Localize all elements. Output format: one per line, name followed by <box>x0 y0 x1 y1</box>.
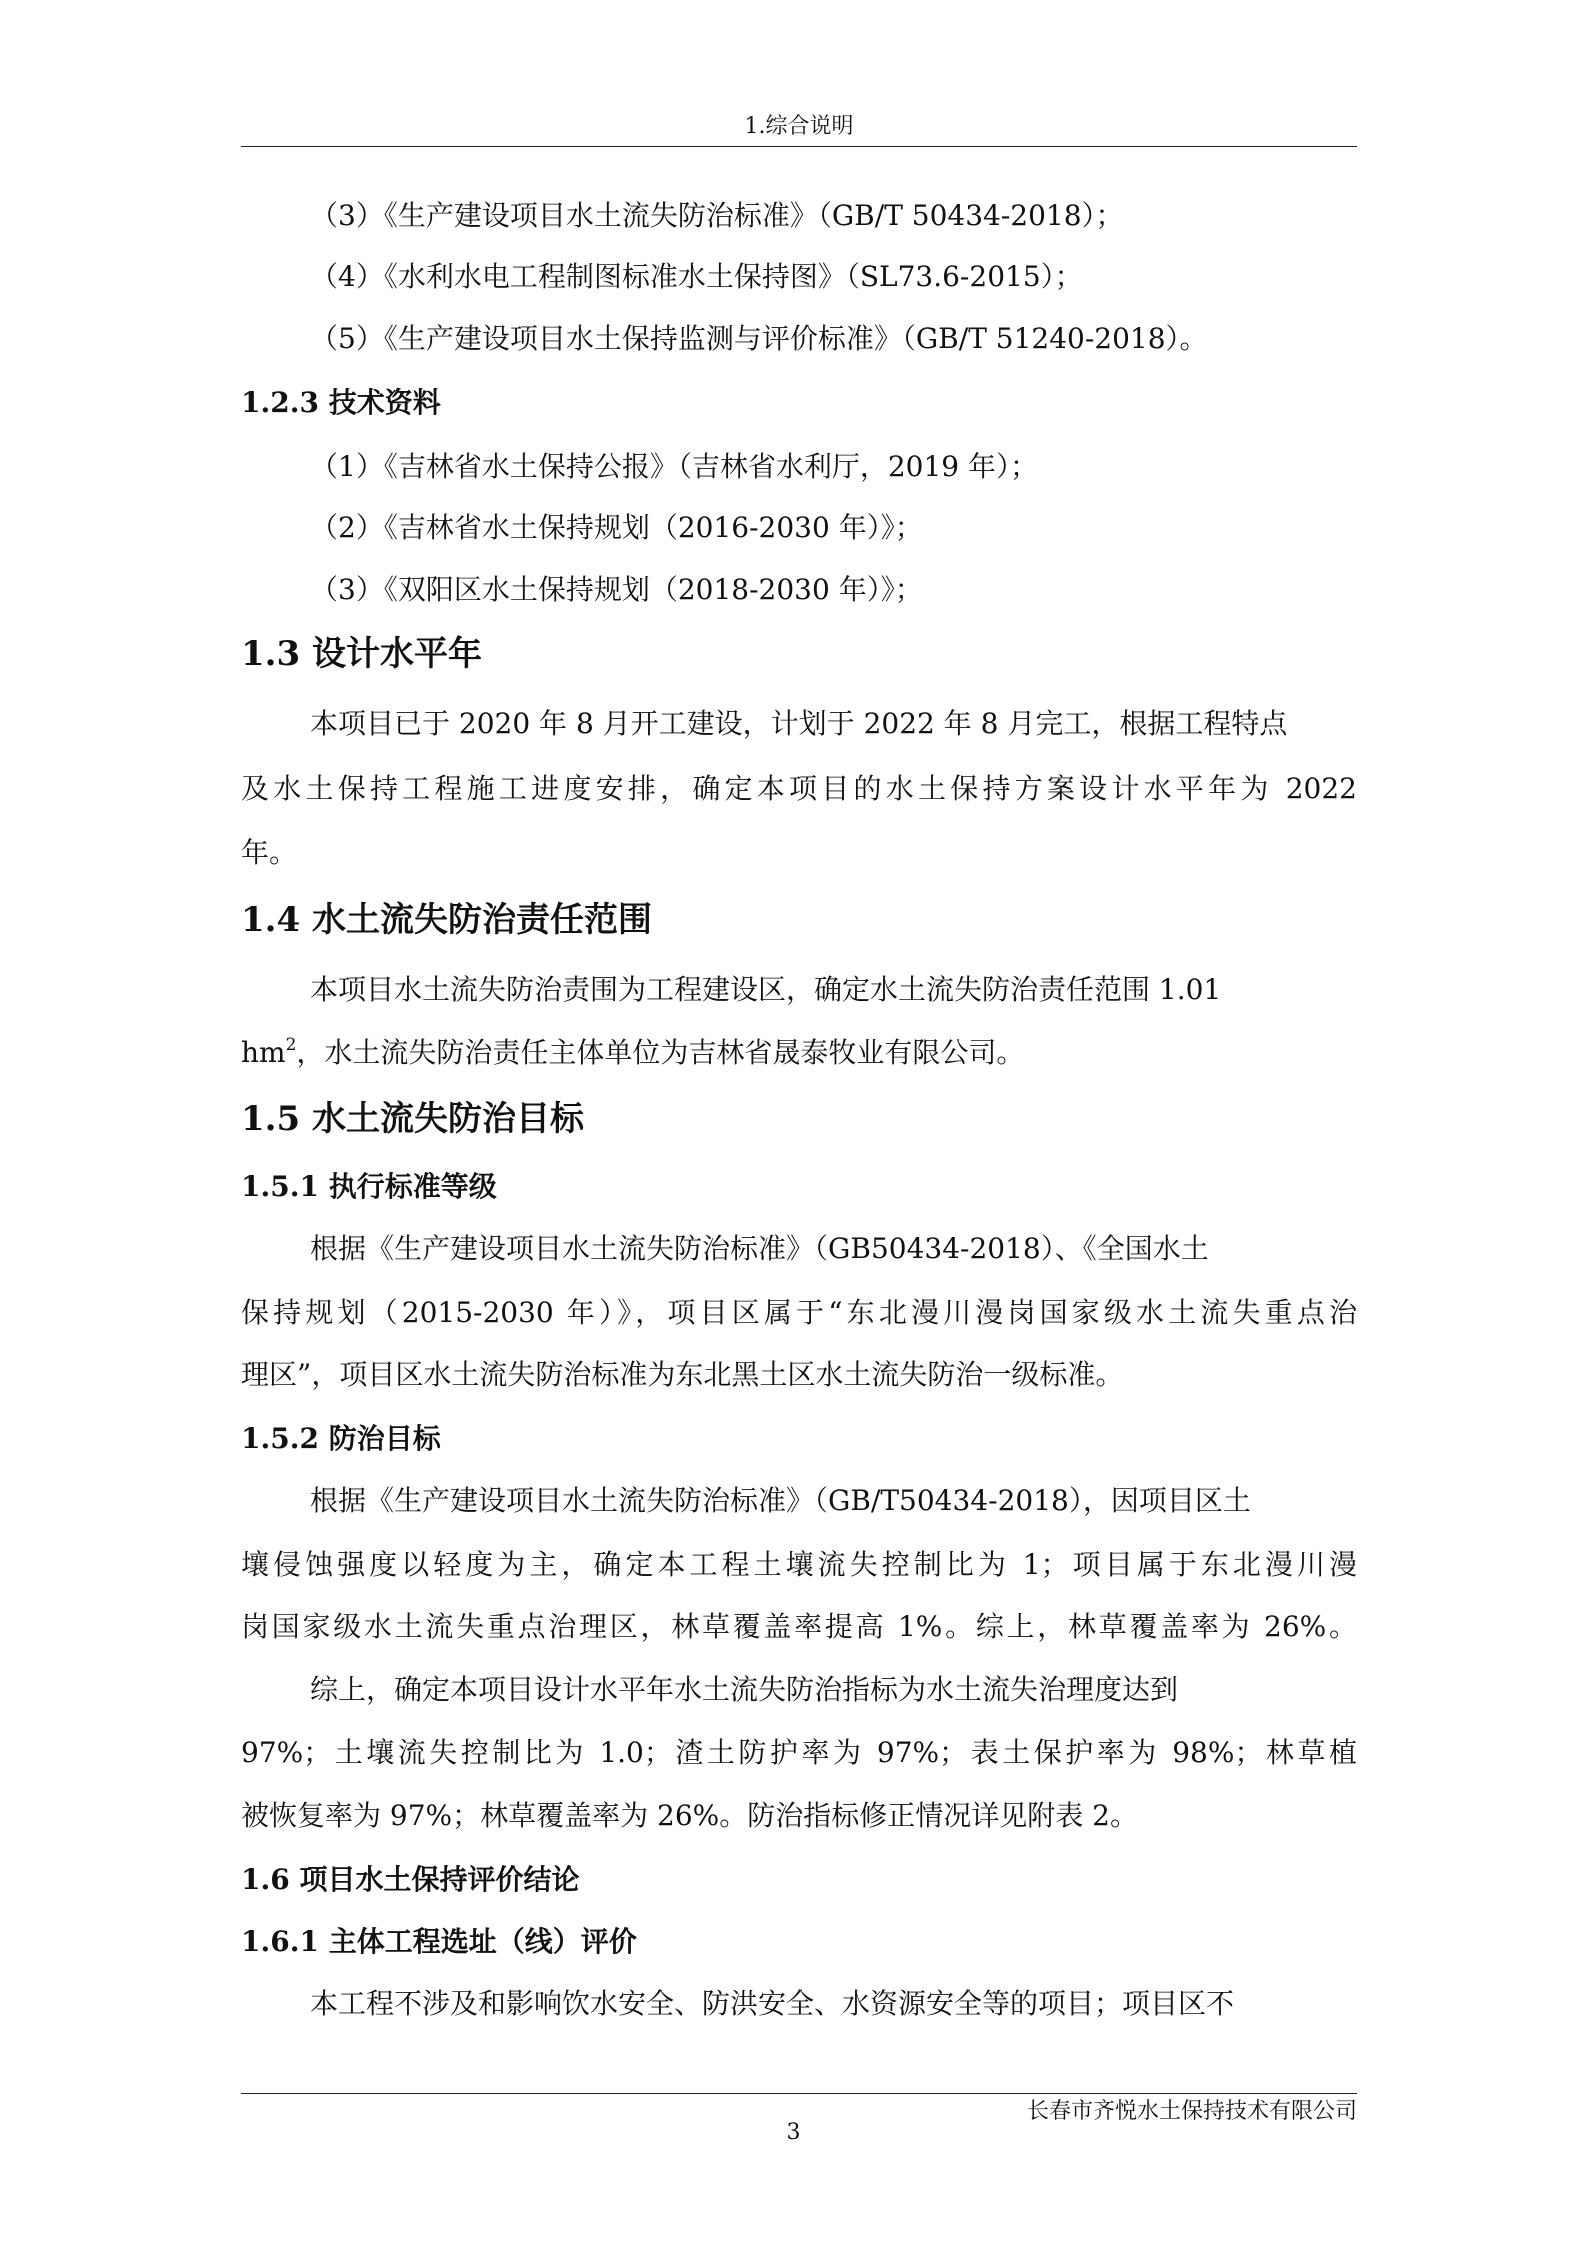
section-heading: 1.5 水土流失防治目标 <box>241 1099 584 1139</box>
paragraph-line: 本工程不涉及和影响饮水安全、防洪安全、水资源安全等的项目；项目区不 <box>310 1987 1235 2020</box>
paragraph-line: 壤侵蚀强度以轻度为主，确定本工程土壤流失控制比为 1；项目属于东北漫川漫 <box>241 1548 1357 1581</box>
list-item: （2）《吉林省水土保持规划（2016-2030 年）》； <box>310 511 923 544</box>
list-item: （3）《双阳区水土保持规划（2018-2030 年）》； <box>310 573 923 606</box>
paragraph-line: 保持规划（2015-2030 年）》，项目区属于“东北漫川漫岗国家级水土流失重点治 <box>241 1296 1357 1329</box>
paragraph-line: 年。 <box>241 836 298 869</box>
section-heading: 1.4 水土流失防治责任范围 <box>241 900 652 940</box>
paragraph-line: 及水土保持工程施工进度安排，确定本项目的水土保持方案设计水平年为 2022 <box>241 772 1357 805</box>
paragraph-line: 综上，确定本项目设计水平年水土流失防治指标为水土流失治理度达到 <box>310 1673 1179 1706</box>
paragraph-line: 岗国家级水土流失重点治理区，林草覆盖率提高 1%。综上，林草覆盖率为 26%。 <box>241 1610 1357 1643</box>
page-header: 1.综合说明 <box>744 114 854 139</box>
section-heading: 1.6 项目水土保持评价结论 <box>241 1863 580 1896</box>
list-item: （1）《吉林省水土保持公报》（吉林省水利厅，2019 年）； <box>310 450 1038 483</box>
list-item: （5）《生产建设项目水土保持监测与评价标准》（GB/T 51240-2018）。 <box>310 322 1208 355</box>
list-item: （4）《水利水电工程制图标准水土保持图》（SL73.6-2015）； <box>310 260 1083 293</box>
paragraph-line: 根据《生产建设项目水土流失防治标准》（GB/T50434-2018），因项目区土 <box>310 1484 1251 1517</box>
paragraph-line: 本项目已于 2020 年 8 月开工建设，计划于 2022 年 8 月完工，根据工程特点 <box>310 707 1288 740</box>
superscript: 2 <box>285 1034 297 1055</box>
section-heading: 1.3 设计水平年 <box>241 634 482 674</box>
section-heading: 1.5.1 执行标准等级 <box>241 1170 497 1203</box>
page-number: 3 <box>786 2120 801 2145</box>
section-heading: 1.6.1 主体工程选址（线）评价 <box>241 1925 637 1958</box>
footer-rule <box>241 2093 1357 2094</box>
list-item: （3）《生产建设项目水土流失防治标准》（GB/T 50434-2018）； <box>310 199 1124 232</box>
paragraph-line: 理区”，项目区水土流失防治标准为东北黑土区水土流失防治一级标准。 <box>241 1358 1124 1391</box>
footer-company: 长春市齐悦水土保持技术有限公司 <box>1026 2099 1357 2124</box>
paragraph-text: ，水土流失防治责任主体单位为吉林省晟泰牧业有限公司。 <box>296 1036 1025 1069</box>
paragraph-line: 被恢复率为 97%；林草覆盖率为 26%。防治指标修正情况详见附表 2。 <box>241 1799 1138 1832</box>
paragraph-line: 97%；土壤流失控制比为 1.0；渣土防护率为 97%；表土保护率为 98%；林草植 <box>241 1736 1357 1769</box>
paragraph-line: 本项目水土流失防治责围为工程建设区，确定水土流失防治责任范围 1.01 <box>310 973 1222 1006</box>
header-rule <box>241 146 1357 147</box>
section-heading: 1.2.3 技术资料 <box>241 386 441 419</box>
paragraph-line: 根据《生产建设项目水土流失防治标准》（GB50434-2018）、《全国水土 <box>310 1232 1209 1265</box>
unit-text: hm <box>241 1036 286 1069</box>
paragraph-line <box>241 1033 1024 1073</box>
section-heading: 1.5.2 防治目标 <box>241 1422 441 1455</box>
